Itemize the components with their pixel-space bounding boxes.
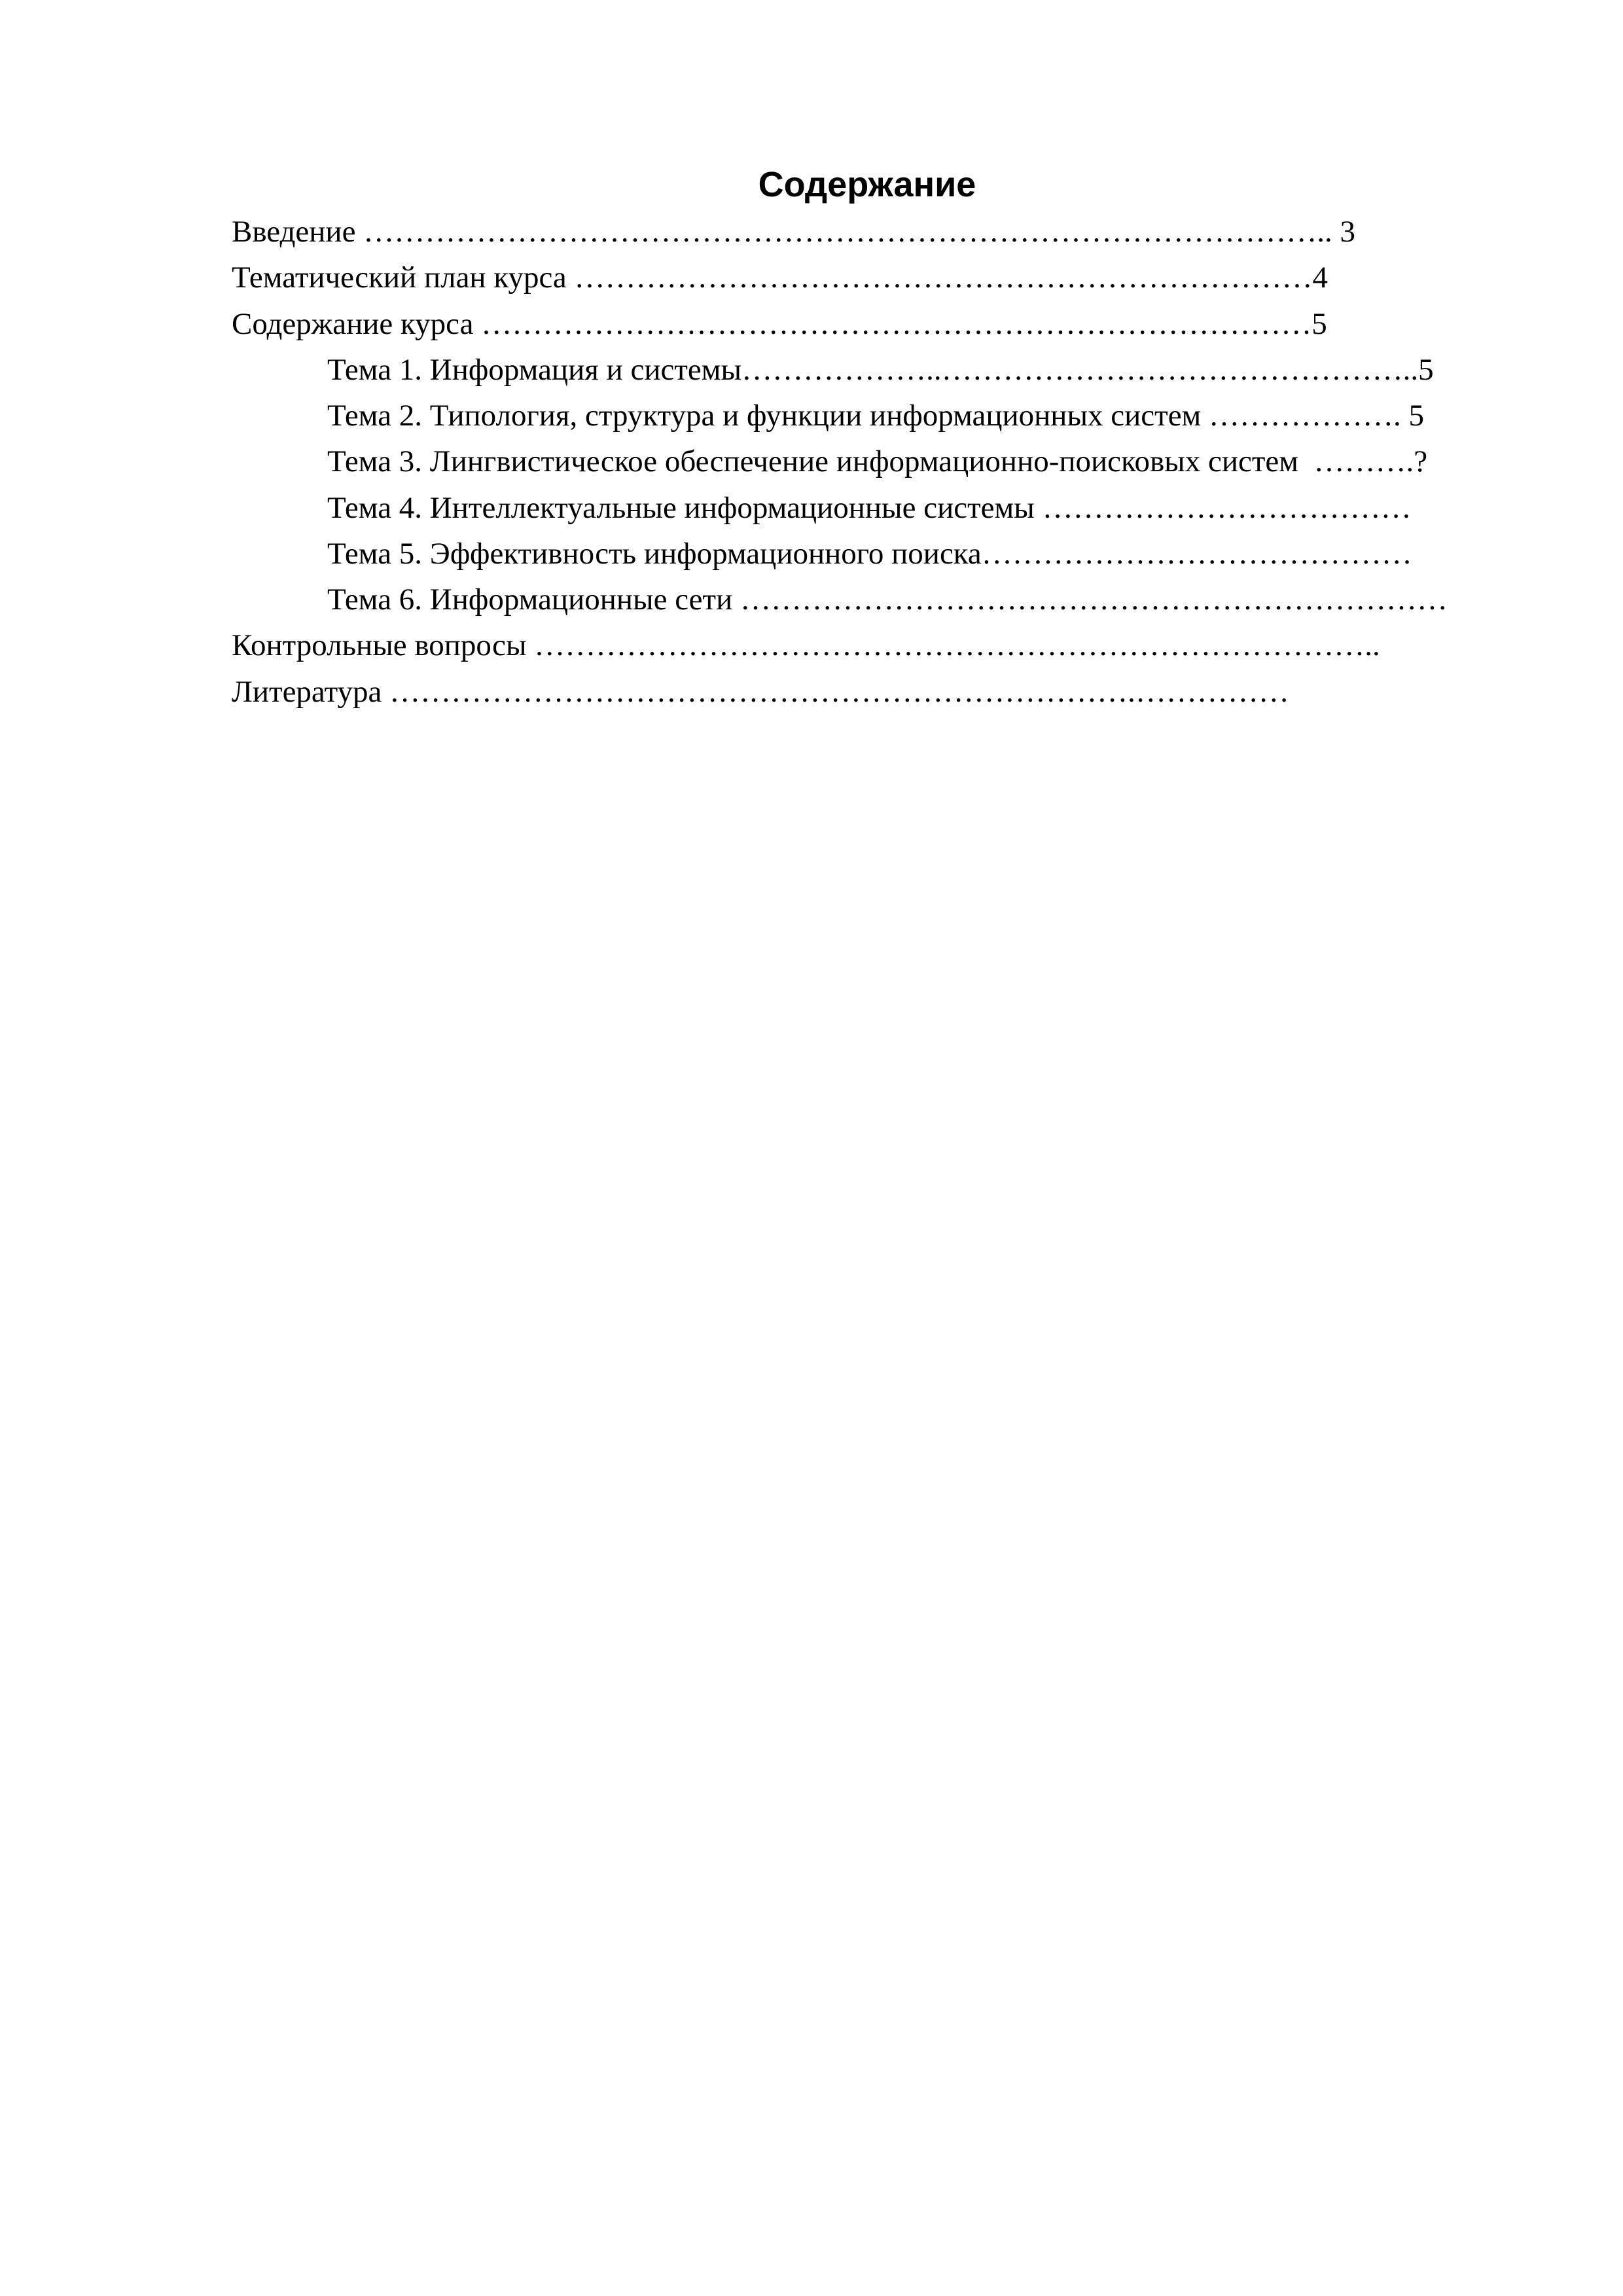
toc-entry-topic-5: Тема 5. Эффективность информационного поиска……………………………………	[327, 537, 1412, 571]
toc-entry-topic-6: Тема 6. Информационные сети ……………………………………………………………	[327, 583, 1448, 617]
toc-entry-review-questions: Контрольные вопросы ………………………………………………………………………..	[232, 628, 1380, 662]
toc-entry-course-content: Содержание курса ………………………………………………………………………5	[232, 307, 1327, 341]
toc-entry-literature: Литература ……………………………………………………………….……………	[232, 675, 1289, 709]
toc-entry-topic-2: Тема 2. Типология, структура и функции информационных систем ………………. 5	[327, 399, 1425, 433]
toc-entry-topic-3: Тема 3. Лингвистическое обеспечение информационно-поисковых систем ……….?	[327, 444, 1428, 478]
toc-entry-topic-4: Тема 4. Интеллектуальные информационные системы ………………………………	[327, 491, 1412, 525]
toc-entry-topic-1: Тема 1. Информация и системы………………..………………………………………..5	[327, 353, 1434, 387]
toc-entry-thematic-plan: Тематический план курса ………………………………………………………………4	[232, 260, 1329, 295]
toc-entry-introduction: Введение ………………………………………………………………………………….. 3	[232, 215, 1355, 249]
toc-title: Содержание	[758, 165, 976, 204]
